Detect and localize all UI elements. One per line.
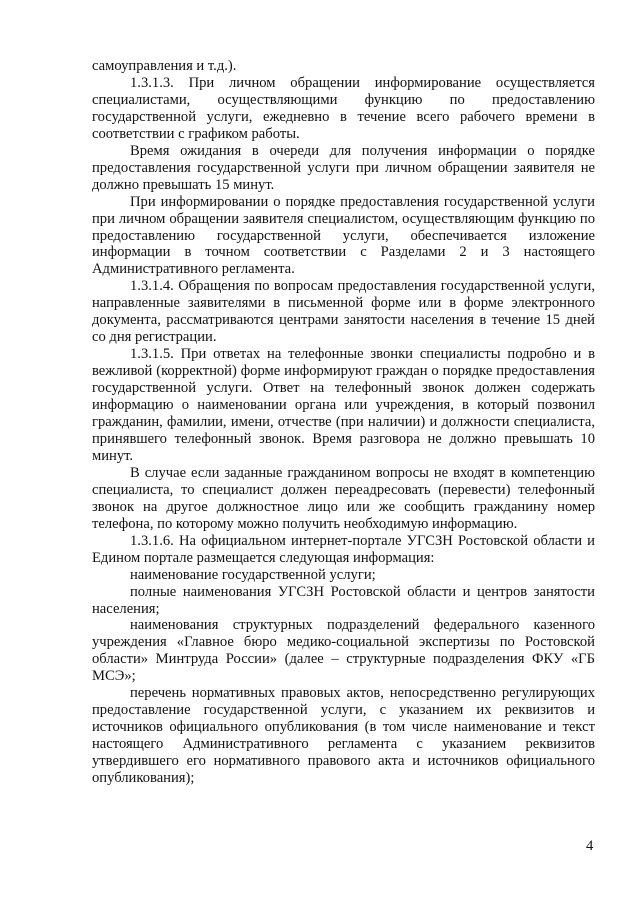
paragraph: 1.3.1.5. При ответах на телефонные звонки специалисты подробно и в вежливой (корректной) форме информируют граждан о порядке предоставления государственной услуги. Ответ на телефонный звонок должен содержать информацию о наименовании органа или учреждения, в который позвонил гражданин, фамилии, имени, отчестве (при наличии) и должности специалиста, принявшего телефонный звонок. Время разговора не должно превышать 10 минут. — [92, 346, 595, 464]
document-body — [92, 58, 595, 787]
paragraph: наименования структурных подразделений федерального казенного учреждения «Главное бюро медико-социальной экспертизы по Ростовской области» Минтруда России» (далее – структурные подразделения ФКУ «ГБ МСЭ»; — [92, 617, 595, 685]
paragraph: перечень нормативных правовых актов, непосредственно регулирующих предоставление государственной услуги, с указанием их реквизитов и источников официального опубликования (в том числе наименование и текст настоящего Административного регламента с указанием реквизитов утвердившего его нормативного правового акта и источников официального опубликования); — [92, 685, 595, 787]
paragraph: Время ожидания в очереди для получения информации о порядке предоставления государственной услуги при личном обращении заявителя не должно превышать 15 минут. — [92, 142, 595, 193]
paragraph: 1.3.1.6. На официальном интернет-портале УГСЗН Ростовской области и Едином портале размещается следующая информация: — [92, 532, 595, 566]
paragraph: 1.3.1.4. Обращения по вопросам предоставления государственной услуги, направленные заявителями в письменной форме или в форме электронного документа, рассматриваются центрами занятости населения в течение 15 дней со дня регистрации. — [92, 278, 595, 346]
paragraph: самоуправления и т.д.). — [92, 58, 237, 74]
page-number: 4 — [586, 838, 594, 854]
paragraph: полные наименования УГСЗН Ростовской области и центров занятости населения; — [92, 583, 595, 617]
paragraph: наименование государственной услуги; — [130, 566, 376, 583]
paragraph: В случае если заданные гражданином вопросы не входят в компетенцию специалиста, то специалист должен переадресовать (перевести) телефонный звонок на другое должностное лицо или же сообщить гражданину номер телефона, по которому можно получить необходимую информацию. — [92, 464, 595, 532]
paragraph: 1.3.1.3. При личном обращении информирование осуществляется специалистами, осуществляющими функцию по предоставлению государственной услуги, ежедневно в течение всего рабочего времени в соответствии с графиком работы. — [92, 74, 595, 142]
paragraph: При информировании о порядке предоставления государственной услуги при личном обращении заявителя специалистом, осуществляющим функцию по предоставлению государственной услуги, обеспечивается изложение информации в точном соответствии с Разделами 2 и 3 настоящего Административного регламента. — [92, 193, 595, 278]
